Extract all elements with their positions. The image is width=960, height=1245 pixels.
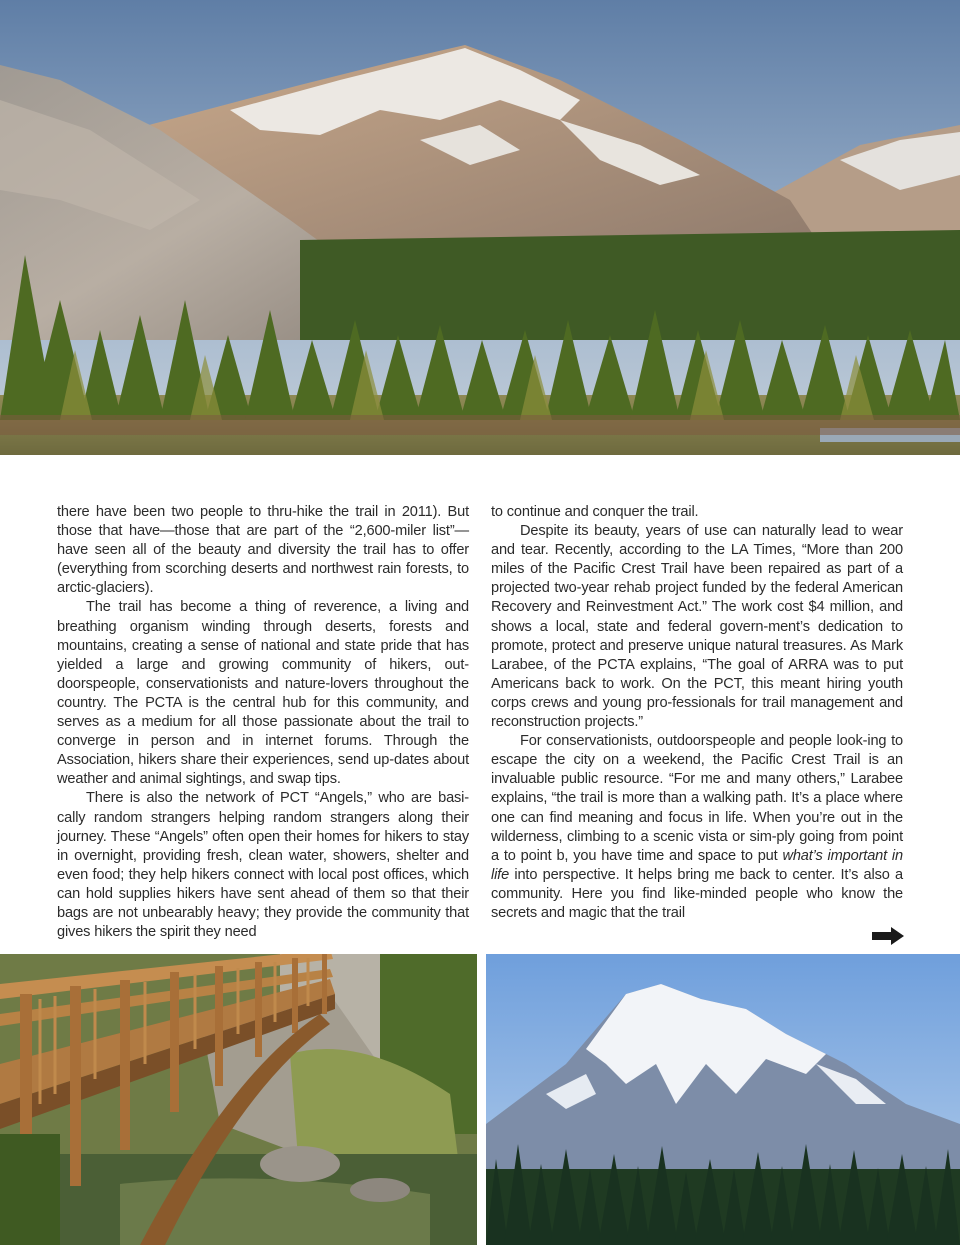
paragraph: There is also the network of PCT “Angels,” who are basi-cally random strangers helping random strangers along their journey. These “Angels” often open their homes for hikers to stay in overnight, providing fresh, clean water, showers, shelter and even food; they help hikers connect with local post offices, which can hold supplies hikers have sent ahead of them so that their bags are not unbearably heavy; they provide the community that gives hikers the spirit they need <box>57 790 469 941</box>
paragraph: The trail has become a thing of reverence, a living and breathing organism winding through deserts, forests and mountains, creating a sense of national and state pride that has yielded a large and growing community of hikers, out-doorspeople, conservationists and nature-lovers throughout the country. The PCTA is the central hub for this community, and serves as a medium for all those passionate about the trail to converge in person and in internet forums. Through the Association, hikers share their experiences, send up-dates about weather and animal sightings, and swap tips. <box>57 599 469 788</box>
italic-phrase: what’s important in life <box>491 847 903 883</box>
article-column-right <box>491 503 903 923</box>
paragraph-text: For conservationists, outdoorspeople and people look-ing to escape the city on a weekend, the Pacific Crest Trail is an invaluable public resource. “For me and many others,” Larabee explains, “the trail is more than a walking path. It’s a place where one can find meaning and focus in life. When you’re out in the wilderness, climbing to a scenic vista or sim-ply going from point a to point b, you have time and space to put <box>491 733 903 864</box>
article-column-left <box>57 503 469 942</box>
photo-snowy-volcano <box>486 954 960 1245</box>
paragraph: to continue and conquer the trail. <box>491 504 699 520</box>
paragraph <box>491 732 903 923</box>
hero-photo-mountain-meadow <box>0 0 960 455</box>
paragraph-text: into perspective. It helps bring me back to center. It’s also a community. Here you find like-minded people who know the secrets and magic that the trail <box>491 866 903 921</box>
paragraph: there have been two people to thru-hike the trail in 2011). But those that have—those that are part of the “2,600-miler list”—have seen all of the beauty and diversity the trail has to offer (everything from scorching deserts and northwest rain forests, to arctic-glaciers). <box>57 504 469 597</box>
paragraph: Despite its beauty, years of use can naturally lead to wear and tear. Recently, according to the LA Times, “More than 200 miles of the Pacific Crest Trail have been repaired as part of a projected two-year rehab project funded by the federal American Recovery and Reinvestment Act.” The work cost $4 million, and shows a local, state and federal govern-ment’s dedication to promote, protect and preserve unique natural treasures. As Mark Larabee, of the PCTA explains, “The goal of ARRA was to put Americans back to work. On the PCT, this meant hiring youth corps crews and young pro-fessionals for trail management and reconstruction projects.” <box>491 523 903 731</box>
photo-wooden-bridge <box>0 954 477 1245</box>
arrow-right-icon <box>872 927 904 945</box>
